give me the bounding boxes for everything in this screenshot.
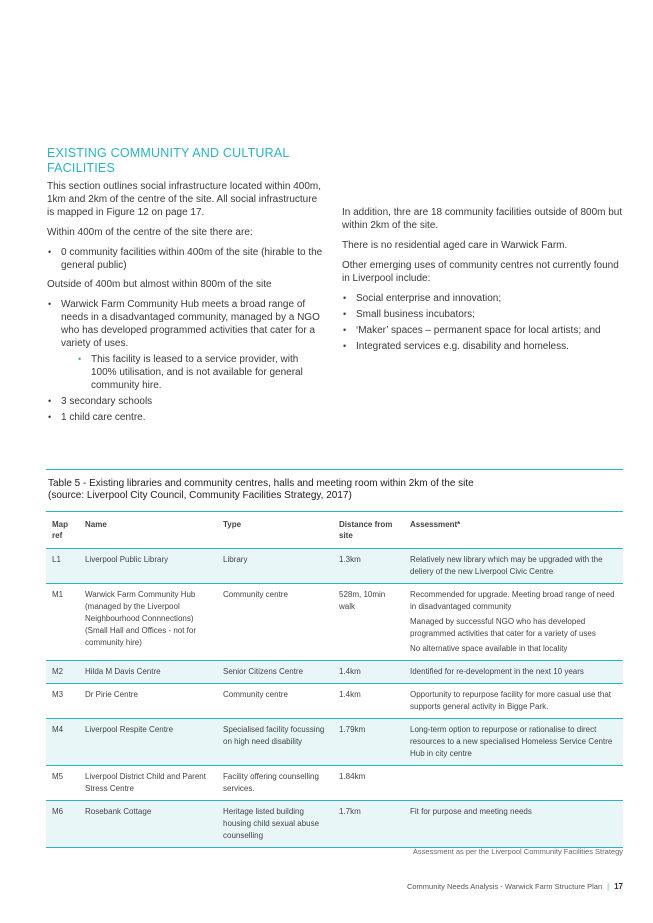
table-row [46,719,623,766]
cell-name: Liverpool Respite Centre [79,719,217,766]
cell-map-ref: M6 [46,801,79,848]
cell-distance: 528m, 10min walk [333,584,404,661]
right-column [342,206,624,359]
assessment-line: Recommended for upgrade. Meeting broad range of need in disadvantaged community [410,590,615,611]
header-name: Name [79,512,217,549]
cell-name: Hilda M Davis Centre [79,661,217,684]
cell-distance: 1.7km [333,801,404,848]
cell-distance: 1.4km [333,661,404,684]
facilities-table [46,512,623,848]
paragraph: There is no residential aged care in Warwick Farm. [342,240,568,251]
header-distance: Distance from site [333,512,404,549]
header-assessment: Assessment* [404,512,623,549]
table-row [46,584,623,661]
paragraph: In addition, thre are 18 community facilities outside of 800m but within 2km of the site. [342,207,623,231]
cell-map-ref: M2 [46,661,79,684]
emerging-uses-list [342,292,624,353]
cell-name: Liverpool Public Library [79,549,217,584]
list-item: • 3 secondary schools [47,395,325,408]
list-item: • Integrated services e.g. disability and homeless. [342,340,624,353]
section-heading: EXISTING COMMUNITY AND CULTURAL FACILITIES [47,146,290,175]
cell-name: Liverpool District Child and Parent Stress Centre [79,766,217,801]
cell-type: Community centre [217,584,333,661]
cell-map-ref: M1 [46,584,79,661]
table-row [46,661,623,684]
cell-assessment [404,684,623,719]
header-map-ref: Map ref [46,512,79,549]
page-number: 17 [614,882,623,891]
table-row [46,684,623,719]
paragraph: Other emerging uses of community centres not currently found in Liverpool include: [342,260,619,284]
cell-name: Rosebank Cottage [79,801,217,848]
list-item-text: Warwick Farm Community Hub meets a broad range of needs in a disadvantaged community, managed by a NGO who has developed programmed activities that cater for a variety of uses. [61,299,320,349]
facilities-table-container [46,469,623,848]
outside-400m-label: Outside of 400m but almost within 800m of the site [47,279,272,290]
footer-text: Community Needs Analysis - Warwick Farm Structure Plan [406,882,603,891]
cell-map-ref: M3 [46,684,79,719]
table-caption-source: (source: Liverpool City Council, Community Facilities Strategy, 2017) [48,490,352,501]
table-footnote: Assessment as per the Liverpool Community Facilities Strategy [412,847,623,856]
assessment-line: Identified for re-development in the next 10 years [410,667,584,676]
cell-distance: 1.4km [333,684,404,719]
cell-type: Senior Citizens Centre [217,661,333,684]
assessment-line: Opportunity to repurpose facility for more casual use that supports general activity in Bigge Park. [410,690,611,711]
list-item: • Social enterprise and innovation; [342,292,624,305]
table-body [46,549,623,848]
list-item: • 1 child care centre. [47,411,325,424]
header-type: Type [217,512,333,549]
cell-assessment [404,661,623,684]
assessment-line: Managed by successful NGO who has developed programmed activities that cater for a variety of uses [410,617,596,638]
list-item: • ‘Maker’ spaces – permanent space for local artists; and [342,324,624,337]
table-row [46,549,623,584]
cell-assessment [404,801,623,848]
cell-distance: 1.3km [333,549,404,584]
cell-type: Facility offering counselling services. [217,766,333,801]
assessment-line: Long-term option to repurpose or rationalise to direct resources to a new specialised Homeless Service Centre Hub in city centre [410,725,613,758]
cell-assessment [404,719,623,766]
cell-map-ref: L1 [46,549,79,584]
cell-name: Dr Pirie Centre [79,684,217,719]
cell-name: Warwick Farm Community Hub (managed by the Liverpool Neighbourhood Connnections) (Small Hall and Offices - not for community hire) [79,584,217,661]
assessment-line: Relatively new library which may be upgraded with the deliery of the new Liverpool Civic Centre [410,555,603,576]
assessment-line: No alternative space available in that locality [410,644,568,653]
table-row [46,766,623,801]
sub-list [61,353,325,392]
cell-assessment [404,584,623,661]
cell-type: Heritage listed building housing child sexual abuse counselling [217,801,333,848]
table-caption [46,470,623,512]
cell-type: Library [217,549,333,584]
cell-map-ref: M4 [46,719,79,766]
within-400m-label: Within 400m of the centre of the site there are: [47,227,253,238]
table-caption-line: Table 5 - Existing libraries and community centres, halls and meeting room within 2km of the site [48,478,474,489]
list-item: • Small business incubators; [342,308,624,321]
assessment-line: Fit for purpose and meeting needs [410,807,532,816]
cell-assessment [404,549,623,584]
footer-separator: | [607,882,610,891]
within-400m-list [47,246,325,272]
sub-list-item: • This facility is leased to a service provider, with 100% utilisation, and is not available for general community hire. [61,353,325,392]
list-item: • 0 community facilities within 400m of the site (hirable to the general public) [47,246,325,272]
cell-distance: 1.84km [333,766,404,801]
cell-type: Specialised facility focussing on high need disability [217,719,333,766]
intro-paragraph: This section outlines social infrastructure located within 400m, 1km and 2km of the centre of the site. All social infrastructure is mapped in Figure 12 on page 17. [47,181,322,218]
table-row [46,801,623,848]
left-column [47,146,325,430]
cell-distance: 1.79km [333,719,404,766]
outside-400m-list [47,298,325,424]
list-item [47,298,325,392]
cell-assessment [404,766,623,801]
table-header-row [46,512,623,549]
cell-type: Community centre [217,684,333,719]
cell-map-ref: M5 [46,766,79,801]
page-footer [407,882,623,891]
